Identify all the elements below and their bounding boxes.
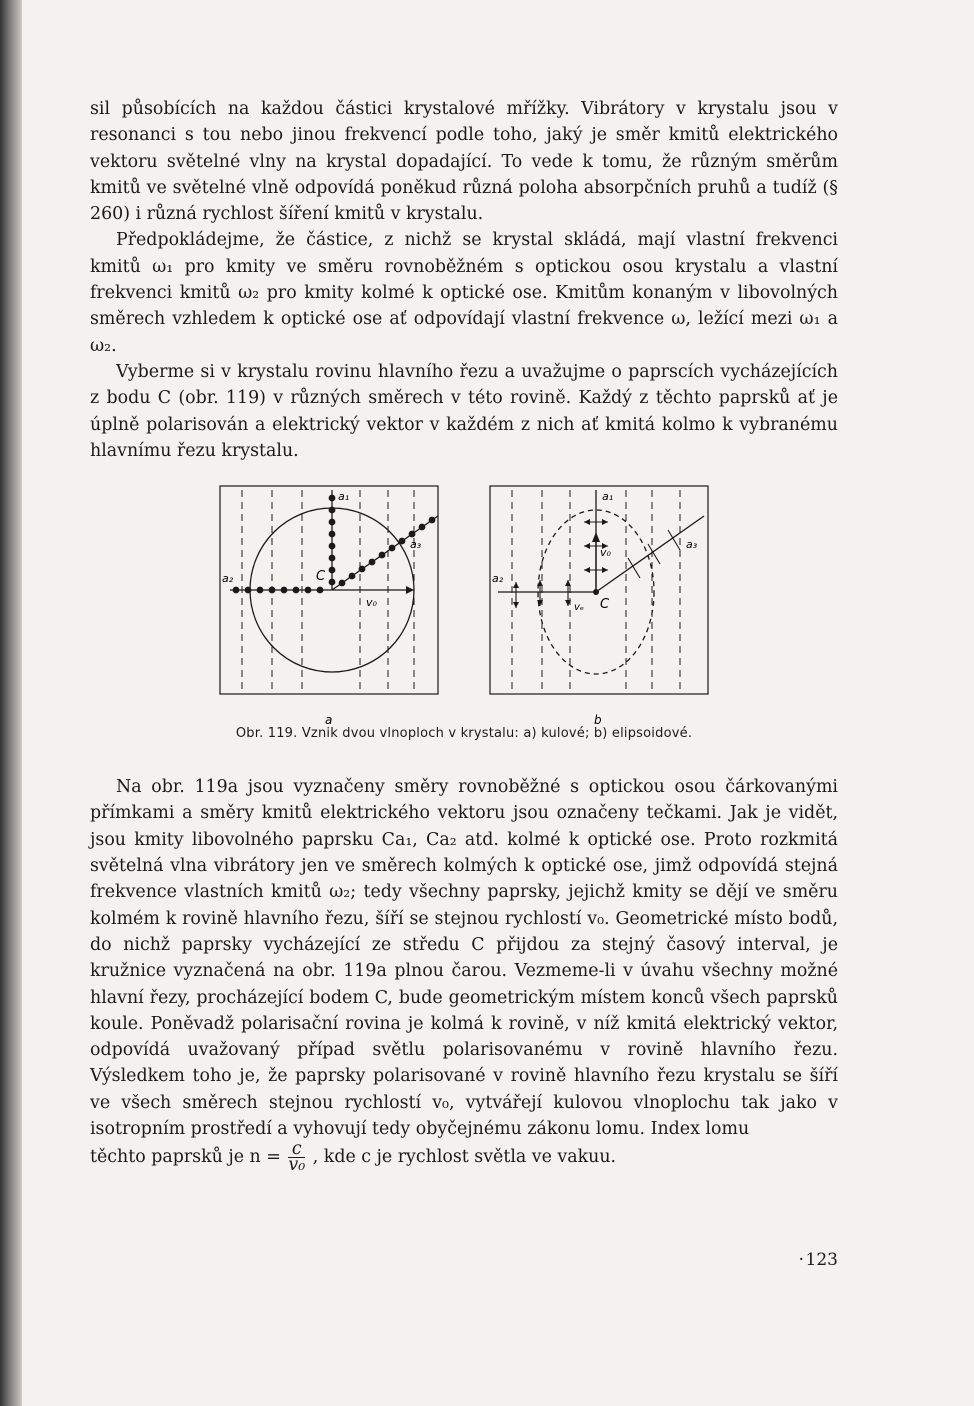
paragraph-1: sil působících na každou částici krystalové mřížky. Vibrátory v krystalu jsou v resonanci s tou nebo jinou frekvencí podle toho, jaký je směr kmitů elektrického vektoru světelné vlny na krystal dopadající. To vede k tomu, že různým směrům kmitů ve světelné vlně odpovídá poněkud různá poloha absorpčních pruhů a tudíž (§ 260) i různá rychlost šíření kmitů v krystalu.	[90, 99, 838, 225]
fraction-denominator: v₀	[288, 1155, 306, 1176]
figure-panel-b	[490, 486, 708, 724]
panel-b-label-a2: a₂	[492, 572, 504, 586]
panel-b-label-C: C	[600, 597, 610, 613]
panel-a-label-a3: a₃	[410, 538, 422, 552]
panel-a-sublabel: a	[325, 713, 333, 725]
document-page	[90, 96, 838, 1176]
panel-b-vibration-arrows	[516, 522, 680, 608]
figure-caption: Obr. 119. Vznik dvou vlnoploch v krystalu: a) kulové; b) elipsoidové.	[235, 726, 693, 742]
book-binding-shadow	[0, 0, 22, 1406]
panel-a-label-a2: a₂	[222, 572, 234, 586]
paragraph-5-suffix: , kde c je rychlost světla ve vakuu.	[312, 1147, 617, 1168]
panel-b-label-a1: a₁	[602, 490, 614, 504]
paragraph-4: Na obr. 119a jsou vyznačeny směry rovnoběžné s optickou osou čárkovanými přímkami a směry kmitů elektrického vektoru jsou označeny tečkami. Jak je vidět, jsou kmity libovolného paprsku Ca₁, Ca₂ atd. kolmé k optické ose. Proto rozkmitá světelná vlna vibrátory jen ve směrech kolmých k optické ose, jimž odpovídá stejná frekvence vlastních kmitů ω₂; tedy všechny paprsky, jejichž kmity se dějí ve směru kolmém k rovině hlavního řezu, šíří se stejnou rychlostí v₀. Geometrické místo bodů, do nichž paprsky vycházející ze středu C přijdou za stejný časový interval, je kružnice vyznačená na obr. 119a plnou čarou. Vezmeme-li v úvahu všechny možné hlavní řezy, procházející bodem C, bude geometrickým místem konců všech paprsků koule. Poněvadž polarisační rovina je kolmá k rovině, v níž kmitá elektrický vektor, odpovídá uvažovaný případ světlu polarisovanému v rovině hlavního řezu. Výsledkem toho je, že paprsky polarisované v rovině hlavního řezu krystalu se šíří ve všech směrech stejnou rychlostí v₀, vytvářejí kulovou vlnoplochu tak jako v isotropním prostředí a vyhovují tedy obyčejnému zákonu lomu. Index lomu	[90, 777, 838, 1140]
figure-panel-a	[220, 486, 438, 724]
panel-a-label-C: C	[316, 569, 326, 585]
panel-a-label-v0: v₀	[366, 596, 377, 610]
panel-b-label-v0: v₀	[600, 546, 611, 560]
paragraph-5	[90, 1139, 838, 1176]
paragraph-5-prefix: těchto paprsků je n =	[90, 1147, 281, 1168]
panel-b-label-a3: a₃	[686, 538, 698, 552]
fraction-numerator: c	[288, 1142, 305, 1158]
refraction-index-fraction	[288, 1139, 306, 1176]
page-dot: ·	[798, 1250, 804, 1270]
panel-a-vibration-dots	[233, 495, 436, 594]
figure-119-diagram	[90, 474, 838, 724]
panel-b-sublabel: b	[594, 713, 602, 725]
paragraph-2: Předpokládejme, že částice, z nichž se krystal skládá, mají vlastní frekvenci kmitů ω₁ pro kmity ve směru rovnoběžném s optickou osou krystalu a vlastní frekvenci kmitů ω₂ pro kmity kolmé k optické ose. Kmitům konaným v libovolných směrech vzhledem k optické ose ať odpovídají vlastní frekvence ω, ležící mezi ω₁ a ω₂.	[90, 230, 838, 356]
panel-b-label-ve: vₑ	[574, 602, 585, 614]
page-number: 123	[805, 1250, 838, 1270]
panel-a-label-a1: a₁	[338, 490, 350, 504]
paragraph-3: Vyberme si v krystalu rovinu hlavního řezu a uvažujme o paprscích vycházejících z bodu C (obr. 119) v různých směrech v této rovině. Každý z těchto paprsků ať je úplně polarisován a elektrický vektor v každém z nich ať kmitá kolmo k vybranému hlavnímu řezu krystalu.	[90, 361, 838, 461]
figure-119	[90, 474, 838, 774]
